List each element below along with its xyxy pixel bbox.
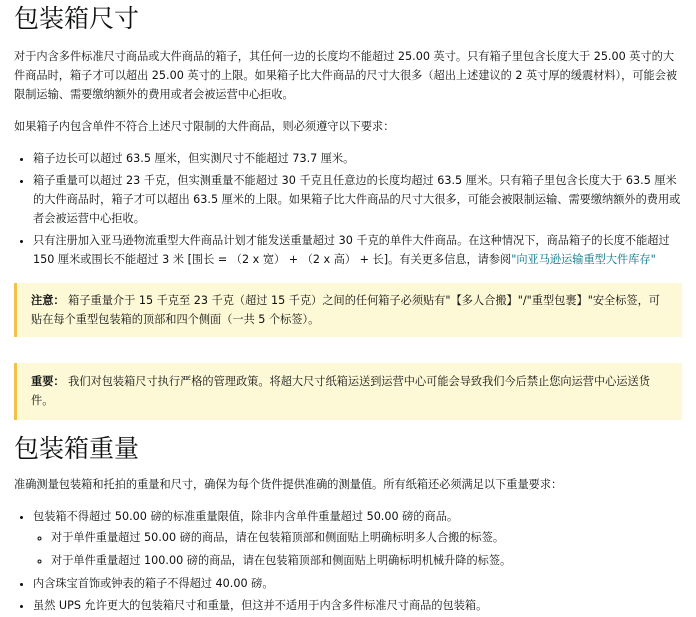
note-label: 注意： [31, 294, 65, 307]
section-title-box-dimensions: 包装箱尺寸 [14, 4, 140, 33]
list-item: • 箱子边长可以超过 63.5 厘米，但实测尺寸不能超过 73.7 厘米。 [33, 149, 682, 168]
list-item [33, 231, 682, 269]
section-title-box-weight: 包装箱重量 [14, 434, 140, 463]
list-item: • 虽然 UPS 允许更大的包装箱尺寸和重量，但这并不适用于内含多件标准尺寸商品的包装箱。 [33, 596, 682, 615]
list-item [33, 507, 682, 570]
note-text: 箱子重量介于 15 千克至 23 千克（超过 15 千克）之间的任何箱子必须贴有"【多人合搬】"/"重型包裹】"安全标签，可贴在每个重型包装箱的顶部和四个侧面（一共 5 个标签）。 [31, 294, 660, 326]
list-item-text: 包装箱不得超过 50.00 磅的标准重量限值，除非内含单件重量超过 50.00 磅的商品。 [33, 510, 459, 523]
sub-list-item: ◦ 对于单件重量超过 50.00 磅的商品，请在包装箱顶部和侧面贴上明确标明多人合搬的标签。 [51, 528, 682, 547]
paragraph: 对于内含多件标准尺寸商品或大件商品的箱子，其任何一边的长度均不能超过 25.00 英寸。只有箱子里包含长度大于 25.00 英寸的大件商品时，箱子才可以超出 25.00 英寸的上限。如果箱子比大件商品的尺寸大很多（超出上述建议的 2 英寸厚的缓震材料），可能会被限制运输、需要缴纳额外的费用或者会被运营中心拒收。 [14, 50, 678, 101]
requirements-list [14, 149, 682, 269]
list-item-text: 只有注册加入亚马逊物流重型大件商品计划才能发送重量超过 30 千克的单件大件商品。在这种情况下，商品箱子的长度不能超过 150 厘米或围长不能超过 3 米 [围长 = （2 x 宽） + （2 x 高） + 长]。有关更多信息，请参阅 [33, 234, 670, 266]
help-article [0, 4, 696, 615]
important-text: 我们对包装箱尺寸执行严格的管理政策。将超大尺寸纸箱运送到运营中心可能会导致我们今后禁止您向运营中心运送货件。 [31, 375, 650, 407]
sub-list-item: ◦ 对于单件重量超过 100.00 磅的商品，请在包装箱顶部和侧面贴上明确标明机械升降的标签。 [51, 551, 682, 570]
note-callout [14, 283, 682, 337]
list-item: • 箱子重量可以超过 23 千克，但实测重量不能超过 30 千克且任意边的长度均超过 63.5 厘米。只有箱子里包含长度大于 63.5 厘米的大件商品时，箱子才可以超出 63.5 厘米的上限。如果箱子比大件商品的尺寸大很多，可能会被限制运输、需要缴纳额外的费用或者会被运营中心拒收。 [33, 171, 682, 228]
paragraph: 准确测量包装箱和托拍的重量和尺寸，确保为每个货件提供准确的测量值。所有纸箱还必须满足以下重量要求： [14, 478, 563, 491]
important-label: 重要： [31, 375, 65, 388]
important-callout [14, 363, 682, 420]
sub-list [33, 528, 682, 570]
list-item: • 内含珠宝首饰或钟表的箱子不得超过 40.00 磅。 [33, 574, 682, 593]
heavy-bulky-inventory-link[interactable]: "向亚马逊运输重型大件库存" [511, 253, 656, 266]
weight-requirements-list [14, 507, 682, 615]
paragraph: 如果箱子内包含单件不符合上述尺寸限制的大件商品，则必须遵守以下要求： [14, 120, 395, 133]
